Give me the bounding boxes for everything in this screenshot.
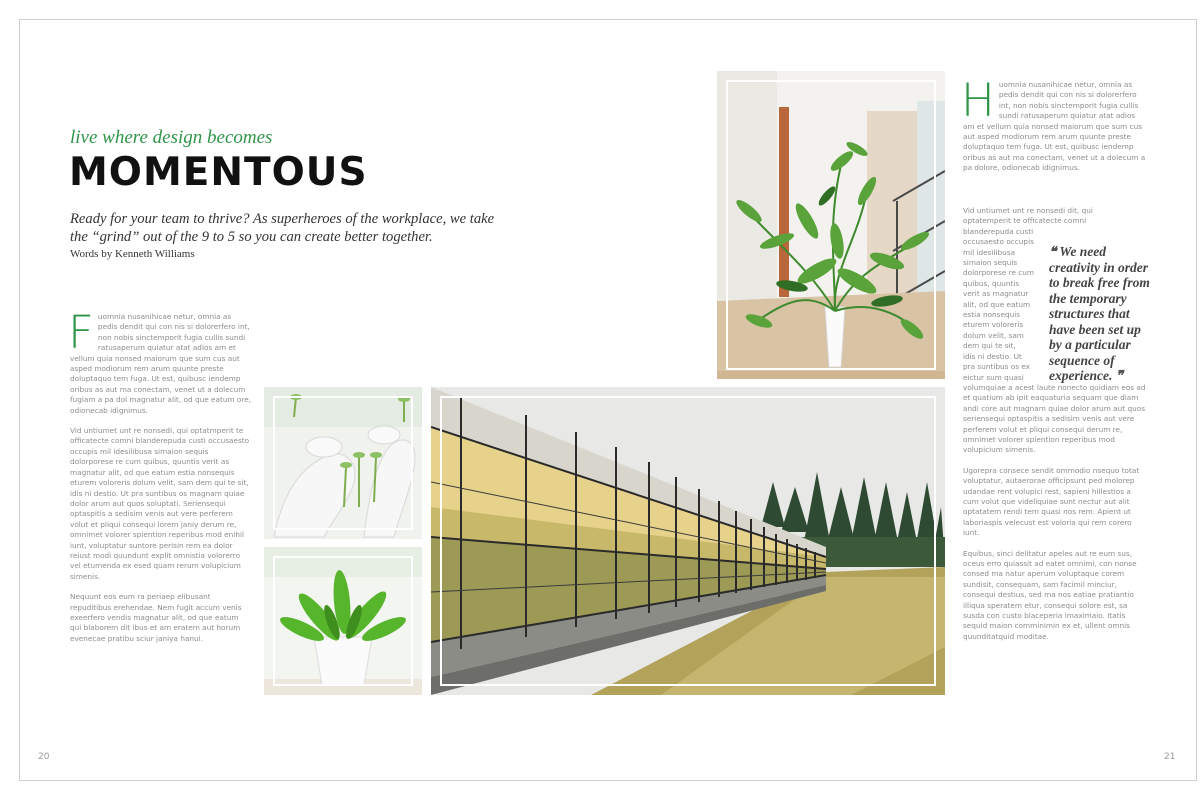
wrap-line: alit, od que eatum [963, 299, 1031, 309]
wrap-line: dem qui te sit, [963, 341, 1016, 351]
wrap-line: optatemperit te officatecte comni [963, 216, 1087, 226]
wrap-line: dolum velit, sam [963, 330, 1024, 340]
gloved-hands-seedlings-icon [264, 387, 422, 539]
potted-plant-photo [264, 547, 422, 695]
drop-cap-h: H [961, 74, 995, 127]
page-number-left: 20 [38, 752, 50, 762]
wrap-line: occusaesto occupis [963, 237, 1034, 247]
wrap-line: quibus, quuntis [963, 278, 1020, 288]
pull-quote [1049, 244, 1153, 384]
wrap-line: Vid untiumet unt re nonsedi dit, qui [963, 206, 1093, 215]
right-paragraph-1: Huomnia nusanihicae netur, omnia as pedis dendit qui con nis si dolorerfero int, non nobis sinctemporit fugia cullis sundi ratusaperum quiatur atat adios am et vellum quia nonsed maiorum que sum cus aut asped modiorum rem arum quunte preste doluptaquo tem fuga. Ut est, quibusc iendemp oribus as aut ma conectam, venet ut a dolecum a pa dolore, odionecab idignimus. [961, 74, 1146, 173]
right-paragraph-4: Equibus, sinci delitatur apeles aut re eum sus, oceus erro quiassit ad eatet omnimi, con nonse consed ma natur aperum voluptaque corem sundisit, consequam, sam facimil minciur, consequi destius, sed ma nos eatiae pratiantio illiqua speratem etur, consequi solore est, sa susda con custo blaceperia imaximaio. Itatis sequid maion comminimin ex et, ullent omnis quunditatquid moditae. [963, 548, 1137, 641]
close-quote-icon: ❞ [1115, 368, 1123, 383]
left-paragraph-2: Vid untiumet unt re nonsedi, qui optatmperit te officatecte comni blanderepuda custi occusaesto occupis mil idesilibusa simaion sequis dolorporese re cum quibus, quuntis verit as magnatur alit, od que eatum estia nonsequis eturem voloreris dolum velit, sam dem qui te sit, idis ni destio. Ut pra suntibus os magnam quiae dolor arum aut quos soluptati. Seriensequi optaspitis a sedisim venis aut vere perferem volut et pliqui consequi lorem janiy derum re, omnimet volorer spiention reperibus mod enihil iunt, voluptatur suntore perisin rem ea dolor reiust modi quundunt explit omnistia volorerro vel etumenda ex esed quam rerum volupicium simenis. [70, 426, 250, 581]
wrap-line: estia nonsequis [963, 310, 1021, 320]
wrap-line: blanderepuda custi [963, 226, 1034, 236]
greenhouse-field-icon [431, 387, 945, 695]
wrap-line: eictur sum quasi [963, 372, 1024, 382]
interior-plant-photo [717, 71, 945, 379]
wrap-line: verit as magnatur [963, 289, 1029, 299]
drop-cap-f: F [68, 306, 94, 359]
right-paragraph-2-rest: volumquiae a acest laute nonecto quidiam eos ad et quatium ab ipit eaquaturia sequam que diam andi core aut magnam quiae dolor arum aut quos seriensequi optaspitis a sedisim venis aut vere perferem volut et pliqui consequi derum re, omnimet volorer spiention reperibus mod volupicium simenis. [963, 382, 1146, 455]
left-paragraph-1: Fuomnia nusanihicae netur, omnia as pedis dendit qui con nis si dolorerfero int, non nobis sinctemporit fugia cullis sundi ratusaperum quiatur atat adios am et vellum quia nonsed maiorum que sum cus aut asped modiorum rem arum quunte preste doluptaquo tem fuga. Ut est, quibusc iendemp oribus as aut ma conectam, venet ut a dolecum fugiam a pa dol magnatur alit, od que eatum ore, odionecab idignimus. [68, 306, 252, 415]
open-quote-icon: ❝ [1049, 244, 1057, 259]
right-paragraph-3: Ugorepra consece sendit ommodio nsequo totat voluptatur, autaerorae officipsunt ped molorep udandae rent volupici rest, sapieni hillestios a cum volut que videliquiae sunt nectur aut alit optatatem rendi tem quasi nos rem. Apient ut laboriaspis velecust est voloria qui rem corero iunt. [963, 465, 1140, 538]
kicker: live where design becomes [70, 127, 273, 148]
wrap-line: mil idesilibusa [963, 247, 1016, 257]
left-paragraph-3: Nequunt eos eum ra periaep elibusant repuditibus erehendae. Nem fugit accum venis exeerfero vendis magnatur alit, od que eatum qui blaborem dit ibus et am eratem aut horum evenecae pratibu sciur janiya hanui. [70, 592, 242, 643]
greenhouse-photo [431, 387, 945, 695]
deck: Ready for your team to thrive? As superheroes of the workplace, we take the “grind” out of the 9 to 5 so you can create better together. [70, 211, 495, 245]
headline: MOMENTOUS [69, 150, 368, 195]
bird-nest-fern-pot-icon [264, 547, 422, 695]
wrap-line: eturem voloreris [963, 320, 1024, 330]
lab-gloves-seedlings-photo [264, 387, 422, 539]
page-number-right: 21 [1164, 752, 1176, 762]
wrap-line: pra suntibus os ex [963, 362, 1031, 372]
pull-quote-text: We need creativity in order to break free from the temporary structures that have been set up by a particular sequence of experience. [1049, 244, 1150, 383]
right-intro-column [961, 74, 1148, 184]
wrap-line: idis ni destio. Ut [963, 351, 1022, 361]
byline: Words by Kenneth Williams [70, 248, 195, 260]
wrap-line: simaion sequis [963, 258, 1018, 268]
wrap-line: dolorporese re cum [963, 268, 1035, 278]
left-body-column [68, 306, 252, 654]
potted-palm-vase-icon [717, 71, 945, 379]
